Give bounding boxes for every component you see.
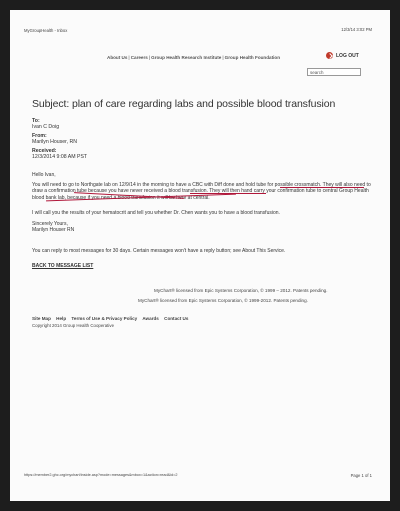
license-line-1: MyChart® licensed from Epic Systems Corporation, © 1999 – 2012. Patents pending. bbox=[154, 288, 328, 293]
footer-site-map-link[interactable]: Site Map bbox=[32, 316, 51, 321]
copyright: Copyright 2014 Group Health Cooperative bbox=[32, 323, 115, 328]
nav-research-institute[interactable]: Group Health Research Institute bbox=[151, 55, 222, 60]
message-subject bbox=[32, 98, 335, 110]
footer-awards-link[interactable]: Awards bbox=[142, 316, 159, 321]
license-line-2: MyChart® licensed from Epic Systems Corporation, © 1999-2012. Patents pending. bbox=[138, 298, 308, 303]
message-closing: Sincerely Yours, bbox=[32, 221, 68, 227]
printed-page bbox=[10, 10, 390, 501]
message-paragraph-1: You will need to go to Northgate lab on 12/9/14 in the morning to have a CBC with Diff done and hold tube for possible crossmatch. They will also need to draw a confirmation tube because you have never received a blood transfusion. They will then hand carry your confirmation tube to central Group Health blood bank lab, because if you need a blood transfusion it will be here at central. bbox=[32, 182, 371, 201]
from-label: From: bbox=[32, 133, 47, 139]
from-value: Marilyn Houser, RN bbox=[32, 139, 77, 145]
footer-nav bbox=[32, 316, 192, 321]
print-footer-page: Page 1 of 1 bbox=[350, 473, 372, 478]
received-label: Received: bbox=[32, 148, 57, 154]
logout-icon bbox=[326, 52, 333, 59]
logout-label: LOG OUT bbox=[336, 52, 359, 59]
nav-foundation[interactable]: Group Health Foundation bbox=[224, 55, 281, 60]
subject-text: Subject: plan of care regarding labs and possible blood transfusion bbox=[32, 98, 336, 110]
nav-careers[interactable]: Careers bbox=[130, 55, 148, 60]
reply-note: You can reply to most messages for 30 days. Certain messages won't have a reply button; see About This Service. bbox=[32, 248, 286, 254]
print-header-title: MyGroupHealth - Inbox bbox=[24, 28, 68, 33]
print-header-datetime: 12/3/14 3:02 PM bbox=[341, 27, 372, 32]
message-paragraph-2: I will call you the results of your hematocrit and tell you whether Dr. Chen wants you to have a blood transfusion. bbox=[32, 210, 280, 216]
message-signature: Marilyn Houser RN bbox=[32, 227, 75, 233]
nav-separator: | bbox=[128, 55, 130, 60]
nav-separator: | bbox=[148, 55, 151, 60]
logout-button[interactable] bbox=[326, 52, 359, 59]
received-value: 12/3/2014 9:08 AM PST bbox=[32, 154, 88, 160]
footer-contact-link[interactable]: Contact Us bbox=[164, 316, 189, 321]
footer-help-link[interactable]: Help bbox=[56, 316, 67, 321]
footer-terms-link[interactable]: Terms of Use & Privacy Policy bbox=[71, 316, 138, 321]
back-to-message-list-link[interactable]: BACK TO MESSAGE LIST bbox=[32, 263, 94, 269]
nav-about-us[interactable]: About Us bbox=[107, 55, 128, 60]
print-footer-url: https://member2.ghc.org/mychart/inside.asp?mode=messages&mbox=1&action=read&id=2 bbox=[24, 473, 178, 477]
top-nav bbox=[107, 55, 280, 60]
search-input[interactable]: search bbox=[307, 68, 361, 76]
handwritten-underline bbox=[280, 187, 364, 188]
message-greeting: Hello Ivan, bbox=[32, 172, 56, 178]
to-value: Ivan C Doig bbox=[32, 124, 60, 130]
nav-separator: | bbox=[222, 55, 224, 60]
to-label: To: bbox=[32, 118, 40, 124]
